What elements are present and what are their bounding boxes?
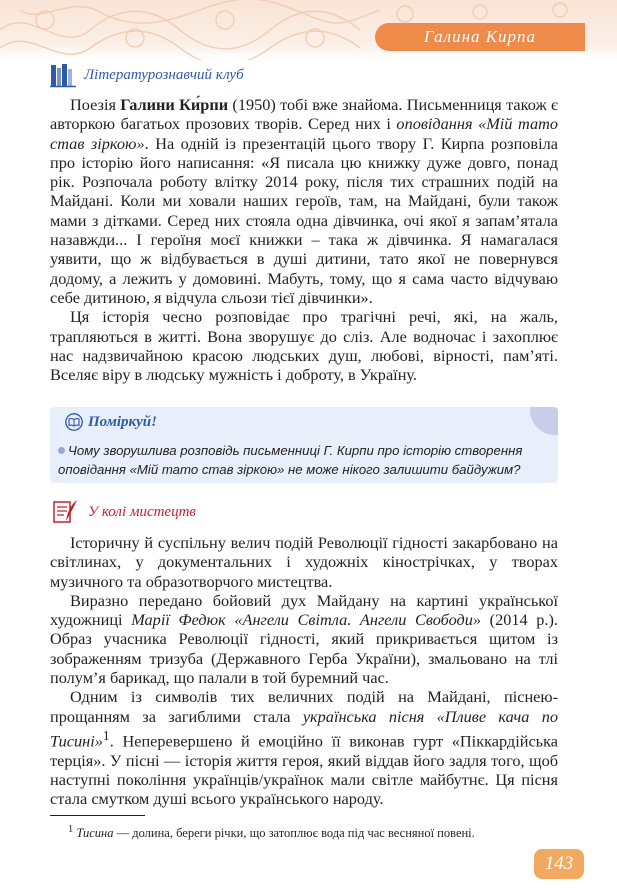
song-title: українська пісня «Пливе кача по Тисині» [50, 706, 558, 751]
open-book-icon [64, 413, 84, 431]
running-head: Галина Кирпа [375, 23, 585, 51]
text-run: Виразно передано бойовий дух Майдану на картині української художниці [50, 590, 558, 630]
text-run: . На одній із презентацій цього твору Г. Кирпа розповіла про історію його написання: «Я писала цю книжку дуже довго, понад рік. Розпочала роботу влітку 2014 року, після тих страшних подій на Майдані. Коли ми ховали наших героїв, там, на Майдані, були також мами з дітками. Серед них стояла одна дівчинка, очі якої я запам’ятала назавжди... І героїня моєї книжки – така ж дівчинка. Я намагалася уявити, що ж відбувається в душі дитини, тато якої не повернувся додому, а лежить у домовині. Мабуть, тому, що я сама часто відчуваю себе дитиною, я відчула сльози тієї дівчинки». [50, 133, 558, 307]
text-run: Одним із символів тих величних подій на Майдані, піснею-прощанням за загиблими стала [50, 687, 558, 726]
paragraph [50, 687, 558, 808]
author-name: Галини Ки́рпи [120, 95, 229, 114]
text-run: . Неперевершено й емоційно її виконав гурт «Піккардійська терція». У пісні — історія життя героя, який віддав його задля того, щоб наступні покоління українців/українок мали світле майбутнє. Ця пісня стала смутком душі всього українського народу. [50, 731, 558, 809]
paragraph: Історичну й суспільну велич подій Революції гідності закарбовано на світлинах, у документальних і художніх кінострічках, у творах музичного та образотворчого мистецтва. [50, 533, 558, 591]
paragraph [50, 591, 558, 687]
paragraph: Ця історія чесно розповідає про трагічні речі, які, на жаль, трапляються в житті. Вона зворушує до сліз. Але водночас і захоплює нас надзвичайною красою людських душ, любові, вірності, пам’яті. Вселяє віру в людську мужність і доброту, в Україну. [50, 307, 558, 385]
box-corner-decoration [530, 407, 558, 435]
text-run: (1950) тобі вже знайома. Письменниця також є авторкою багатьох прозових творів. Серед них і [50, 95, 558, 134]
think-box [50, 407, 558, 483]
footnote-term: Тисина [76, 826, 114, 841]
lit-club-text [50, 95, 558, 384]
think-question [58, 441, 553, 479]
lit-club-title: Літературознавчий клуб [84, 66, 244, 83]
bullet-icon [58, 447, 65, 454]
footnote-divider [50, 815, 145, 816]
art-section-heading [50, 497, 196, 527]
footnote-text: — долина, береги річки, що затоплює вода під час весняної повені. [113, 826, 475, 841]
books-icon [50, 62, 76, 88]
text-run: (2014 р.). Образ учасника Революції гідності, який прикривається щитом із зображенням тризуба (Державного Герба України), змальовано на тлі полум’я барикад, що палали в той буремний час. [50, 610, 558, 688]
footnote-ref: 1 [102, 727, 110, 743]
text-run: Поезія [70, 95, 121, 114]
footnote-number: 1 [68, 824, 74, 835]
painting-title: Марії Федюк «Ангели Світла. Ангели Свободи» [131, 610, 482, 630]
art-section-title: У колі мистецтв [88, 503, 196, 520]
footnote [68, 822, 475, 841]
think-box-title: Поміркуй! [88, 413, 157, 430]
question-text: Чому зворушлива розповідь письменниці Г. Кирпи про історію створення оповідання «Мій тато став зіркою» не може нікого залишити байдужим? [58, 443, 523, 477]
scroll-quill-icon [50, 497, 80, 527]
work-title: оповідання «Мій тато став зіркою» [50, 114, 558, 153]
paragraph [50, 95, 558, 307]
lit-club-heading [50, 62, 244, 88]
art-section-text [50, 533, 558, 809]
think-box-heading [64, 413, 157, 431]
page-number: 143 [534, 849, 584, 879]
